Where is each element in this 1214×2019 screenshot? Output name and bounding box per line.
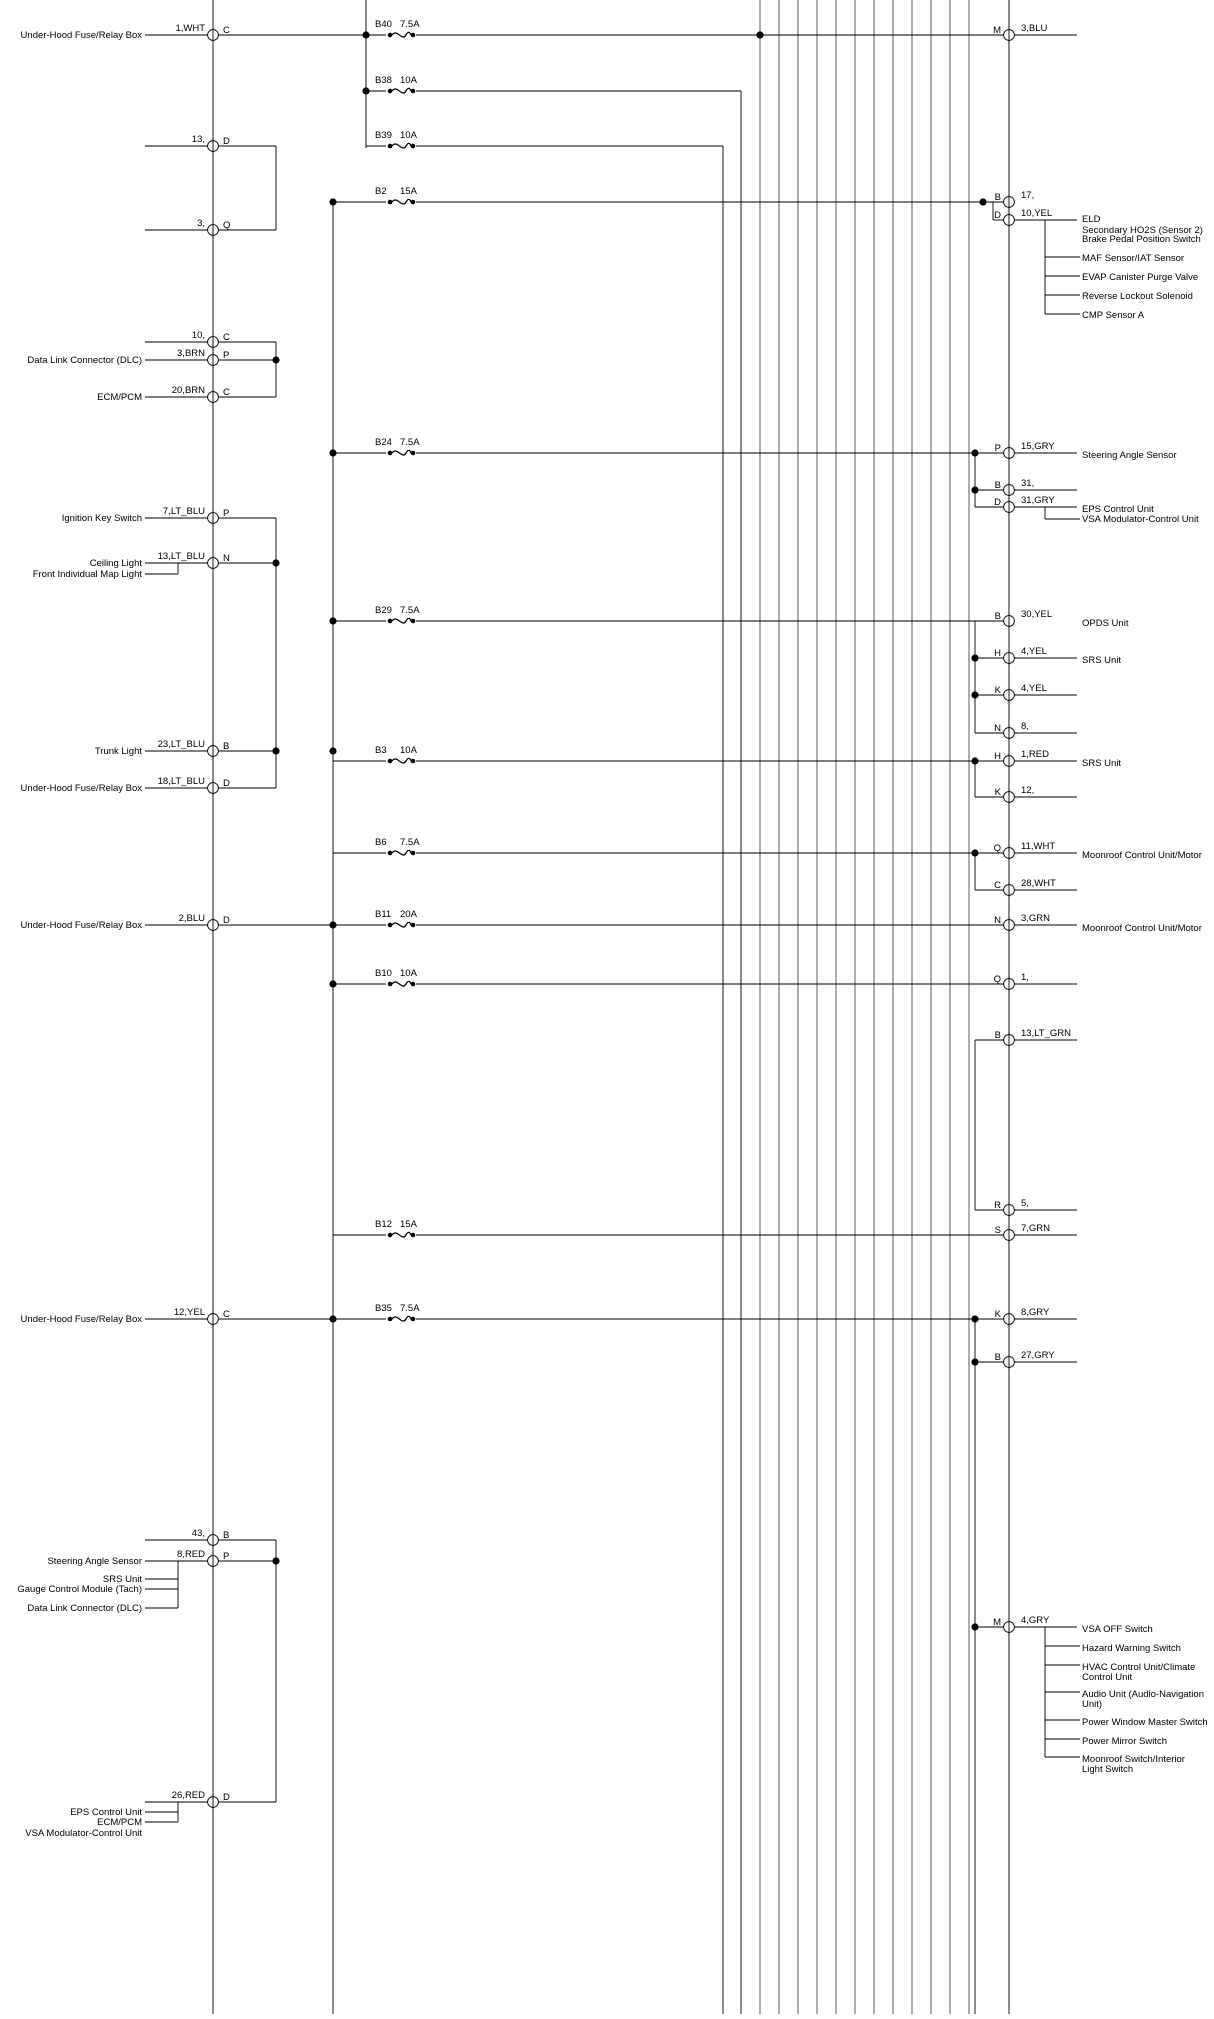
connector-pin-label: D	[994, 497, 1001, 508]
component-label-right: SRS Unit	[1082, 758, 1122, 769]
connector-pin-label: B	[994, 480, 1001, 491]
connector-symbol	[1004, 753, 1015, 769]
wire-code-label: 17,	[1021, 190, 1035, 201]
component-label-right: Moonroof Control Unit/Motor	[1082, 850, 1202, 861]
connector-pin-label: D	[223, 915, 230, 926]
connector-symbol	[1004, 445, 1015, 461]
connector-pin-label: B	[994, 1030, 1001, 1041]
connector-pin-label: C	[223, 387, 230, 398]
connector-pin-label: H	[994, 751, 1001, 762]
junction-dot	[329, 449, 336, 456]
wire-code-label: 2,BLU	[178, 913, 205, 924]
connector-pin-label: Q	[993, 843, 1001, 854]
fuse-id-label: B35	[375, 1303, 392, 1314]
fuse-B29	[375, 605, 420, 626]
junction-dot	[971, 691, 978, 698]
junction-dot	[971, 654, 978, 661]
junction-dot	[329, 1315, 336, 1322]
junction-dot	[971, 849, 978, 856]
connector-pin-label: D	[223, 1792, 230, 1803]
component-label-left: ECM/PCM	[97, 392, 142, 403]
connector-symbol	[208, 1553, 219, 1569]
fuse-id-label: B12	[375, 1219, 392, 1230]
junction-dot	[329, 921, 336, 928]
connector-pin-label: N	[994, 915, 1001, 926]
connector-pin-label: P	[223, 508, 230, 519]
component-label-right: Unit)	[1082, 1699, 1103, 1710]
fuse-rating-label: 15A	[400, 1219, 417, 1230]
component-label-right: EVAP Canister Purge Valve	[1082, 272, 1199, 283]
component-label-right: Brake Pedal Position Switch	[1082, 234, 1201, 245]
fuse-rating-label: 10A	[400, 745, 417, 756]
junction-dot	[979, 198, 986, 205]
connector-symbol	[1004, 650, 1015, 666]
connector-pin-label: B	[223, 741, 230, 752]
fuse-B12	[375, 1219, 418, 1240]
junction-dot	[329, 198, 336, 205]
component-label-left: Trunk Light	[94, 746, 142, 757]
component-label-right: SRS Unit	[1082, 655, 1122, 666]
connector-symbol	[208, 334, 219, 350]
component-label-right: Secondary HO2S (Sensor 2)	[1082, 225, 1203, 236]
connector-pin-label: Q	[223, 220, 231, 231]
wire-code-label: 31,GRY	[1021, 495, 1055, 506]
component-label-right: Moonroof Control Unit/Motor	[1082, 923, 1202, 934]
wire-code-label: 3,BLU	[1021, 23, 1048, 34]
component-label-right: EPS Control Unit	[1082, 504, 1154, 515]
connector-symbol	[208, 780, 219, 796]
connector-pin-label: M	[993, 1617, 1001, 1628]
component-label-right: Control Unit	[1082, 1672, 1133, 1683]
connector-pin-label: H	[994, 648, 1001, 659]
fuse-rating-label: 7.5A	[400, 605, 420, 616]
connector-symbol	[208, 27, 219, 43]
wire-code-label: 8,	[1021, 721, 1029, 732]
fuse-id-label: B3	[375, 745, 387, 756]
connector-pin-label: Q	[993, 974, 1001, 985]
junction-dot	[272, 559, 279, 566]
connector-pin-label: N	[994, 723, 1001, 734]
junction-dots	[272, 31, 986, 1630]
fuse-symbols	[375, 19, 420, 1324]
junction-dot	[272, 747, 279, 754]
wire-code-label: 31,	[1021, 478, 1035, 489]
fuse-B6	[375, 837, 420, 858]
connector-pin-label: P	[223, 1551, 230, 1562]
connector-symbol	[208, 222, 219, 238]
connector-pin-label: D	[223, 778, 230, 789]
connector-symbol	[208, 138, 219, 154]
wire-code-label: 18,LT_BLU	[157, 776, 205, 787]
wire-code-label: 13,	[191, 134, 205, 145]
component-label-left: ECM/PCM	[97, 1817, 142, 1828]
wire-code-label: 43,	[191, 1528, 205, 1539]
component-label-left: Ignition Key Switch	[61, 513, 142, 524]
wire-code-label: 3,BRN	[177, 348, 205, 359]
connector-symbol	[1004, 789, 1015, 805]
connector-symbol	[1004, 725, 1015, 741]
wire-code-label: 4,YEL	[1021, 646, 1047, 657]
connector-pin-label: D	[223, 136, 230, 147]
junction-dot	[329, 617, 336, 624]
fuse-B35	[375, 1303, 420, 1324]
connector-symbol	[1004, 1202, 1015, 1218]
fuse-rating-label: 10A	[400, 968, 417, 979]
connector-symbol	[208, 352, 219, 368]
wire-code-label: 7,GRN	[1021, 1223, 1051, 1234]
wire-code-label: 10,	[191, 330, 205, 341]
fuse-id-label: B6	[375, 837, 387, 848]
connector-symbol	[1004, 1619, 1015, 1635]
fuse-rating-label: 10A	[400, 130, 417, 141]
connector-pin-label: K	[994, 685, 1001, 696]
component-label-right: Power Window Master Switch	[1082, 1717, 1208, 1728]
wire-code-label: 12,YEL	[173, 1307, 205, 1318]
connector-symbol	[208, 743, 219, 759]
component-label-left: Ceiling Light	[89, 558, 142, 569]
connector-symbol	[1004, 976, 1015, 992]
connector-symbol	[1004, 212, 1015, 228]
fuse-B40	[375, 19, 420, 40]
junction-dot	[329, 747, 336, 754]
connector-pin-label: M	[993, 25, 1001, 36]
fuse-B3	[375, 745, 418, 766]
connector-symbol	[208, 510, 219, 526]
fuse-rating-label: 10A	[400, 75, 417, 86]
connector-symbol	[1004, 27, 1015, 43]
connector-pin-label: S	[994, 1225, 1001, 1236]
component-label-left: Data Link Connector (DLC)	[27, 355, 142, 366]
junction-dot	[329, 980, 336, 987]
wire-code-label: 23,LT_BLU	[157, 739, 205, 750]
component-label-right: Power Mirror Switch	[1082, 1736, 1167, 1747]
wire-code-label: 13,LT_BLU	[157, 551, 205, 562]
fuse-id-label: B24	[375, 437, 392, 448]
junction-dot	[272, 1557, 279, 1564]
connector-symbol	[1004, 499, 1015, 515]
wire-code-label: 1,RED	[1021, 749, 1049, 760]
component-label-left: Data Link Connector (DLC)	[27, 1603, 142, 1614]
wire-code-label: 27,GRY	[1021, 1350, 1055, 1361]
fuse-rating-label: 7.5A	[400, 837, 420, 848]
connector-pin-label: P	[994, 443, 1001, 454]
connector-pin-label: B	[994, 1352, 1001, 1363]
wire-code-label: 1,	[1021, 972, 1029, 983]
connector-symbol	[208, 1532, 219, 1548]
component-label-right: Reverse Lockout Solenoid	[1082, 291, 1193, 302]
connector-symbol	[1004, 1311, 1015, 1327]
connector-symbol	[208, 1794, 219, 1810]
connector-pin-label: C	[994, 880, 1001, 891]
wire-code-label: 4,YEL	[1021, 683, 1047, 694]
component-label-left: Under-Hood Fuse/Relay Box	[20, 783, 142, 794]
fuse-B2	[375, 186, 418, 207]
component-label-right: CMP Sensor A	[1082, 310, 1145, 321]
fuse-feed-lines	[145, 35, 1077, 1319]
component-label-right: ELD	[1082, 214, 1101, 225]
junction-dot	[362, 31, 369, 38]
connector-pin-label: P	[223, 350, 230, 361]
component-label-right: Hazard Warning Switch	[1082, 1643, 1181, 1654]
junction-dot	[971, 1315, 978, 1322]
wire-code-label: 3,GRN	[1021, 913, 1051, 924]
wire-code-label: 15,GRY	[1021, 441, 1055, 452]
junction-dot	[971, 449, 978, 456]
fuse-B11	[375, 909, 418, 930]
fuse-id-label: B40	[375, 19, 392, 30]
connector-pin-label: N	[223, 553, 230, 564]
component-label-right: Light Switch	[1082, 1764, 1134, 1775]
wire-labels	[158, 23, 1071, 1803]
wire-code-label: 28,WHT	[1021, 878, 1056, 889]
wire-code-label: 11,WHT	[1021, 841, 1056, 852]
connector-pin-label: C	[223, 332, 230, 343]
component-label-right: OPDS Unit	[1082, 618, 1129, 629]
fuse-rating-label: 20A	[400, 909, 417, 920]
junction-dot	[971, 1623, 978, 1630]
vertical-bus-lines	[213, 0, 1009, 2014]
connector-pin-label: C	[223, 1309, 230, 1320]
wire-code-label: 8,RED	[177, 1549, 205, 1560]
wire-code-label: 26,RED	[171, 1790, 205, 1801]
connector-symbol	[208, 1311, 219, 1327]
connector-symbol	[1004, 687, 1015, 703]
connector-pin-label: K	[994, 1309, 1001, 1320]
component-label-right: VSA Modulator-Control Unit	[1082, 514, 1199, 525]
wire-code-label: 12,	[1021, 785, 1035, 796]
connector-symbol	[1004, 882, 1015, 898]
fuse-id-label: B10	[375, 968, 392, 979]
wire-code-label: 30,YEL	[1021, 609, 1053, 620]
junction-dot	[362, 87, 369, 94]
connector-symbol	[1004, 845, 1015, 861]
component-label-left: SRS Unit	[102, 1574, 142, 1585]
component-label-left: Under-Hood Fuse/Relay Box	[20, 30, 142, 41]
component-label-right: MAF Sensor/IAT Sensor	[1082, 253, 1185, 264]
fuse-id-label: B29	[375, 605, 392, 616]
wire-code-label: 20,BRN	[171, 385, 205, 396]
wire-code-label: 1,WHT	[175, 23, 205, 34]
fuse-rating-label: 7.5A	[400, 1303, 420, 1314]
fuse-id-label: B11	[375, 909, 392, 920]
connector-pin-label: D	[994, 210, 1001, 221]
fuse-id-label: B2	[375, 186, 387, 197]
wire-code-label: 8,GRY	[1021, 1307, 1050, 1318]
junction-dot	[971, 1358, 978, 1365]
fuse-B10	[375, 968, 418, 989]
component-label-left: Steering Angle Sensor	[47, 1556, 142, 1567]
component-labels	[17, 30, 1207, 1839]
wire-code-label: 5,	[1021, 1198, 1029, 1209]
connector-symbol	[208, 917, 219, 933]
fuse-B24	[375, 437, 420, 458]
component-label-left: EPS Control Unit	[70, 1807, 142, 1818]
fuse-id-label: B38	[375, 75, 392, 86]
fuse-rating-label: 15A	[400, 186, 417, 197]
connector-pin-label: B	[994, 611, 1001, 622]
component-label-left: Under-Hood Fuse/Relay Box	[20, 1314, 142, 1325]
component-label-right: HVAC Control Unit/Climate	[1082, 1662, 1196, 1673]
wire-code-label: 3,	[197, 218, 205, 229]
junction-dot	[971, 486, 978, 493]
right-side-wiring	[975, 202, 1080, 2014]
fuse-B39	[375, 130, 418, 151]
wire-code-label: 13,LT_GRN	[1021, 1028, 1071, 1039]
connector-symbol	[1004, 1227, 1015, 1243]
component-label-right: Steering Angle Sensor	[1082, 450, 1177, 461]
connector-symbol	[1004, 917, 1015, 933]
component-label-left: Front Individual Map Light	[32, 569, 142, 580]
connector-pin-label: R	[994, 1200, 1001, 1211]
wire-code-label: 10,YEL	[1021, 208, 1053, 219]
connector-symbol	[208, 389, 219, 405]
component-label-left: Under-Hood Fuse/Relay Box	[20, 920, 142, 931]
junction-dot	[756, 31, 763, 38]
connector-pin-label: C	[223, 25, 230, 36]
component-label-left: VSA Modulator-Control Unit	[25, 1828, 142, 1839]
fuse-rating-label: 7.5A	[400, 437, 420, 448]
connector-pin-label: K	[994, 787, 1001, 798]
fuse-id-label: B39	[375, 130, 392, 141]
fuse-B38	[375, 75, 418, 96]
component-label-left: Gauge Control Module (Tach)	[17, 1584, 142, 1595]
component-label-right: Audio Unit (Audio-Navigation	[1082, 1689, 1204, 1700]
connector-symbol	[1004, 482, 1015, 498]
connector-symbol	[1004, 194, 1015, 210]
component-label-right: VSA OFF Switch	[1082, 1624, 1153, 1635]
connector-symbol	[1004, 1032, 1015, 1048]
connector-symbol	[208, 555, 219, 571]
wire-code-label: 4,GRY	[1021, 1615, 1050, 1626]
fuse-rating-label: 7.5A	[400, 19, 420, 30]
connector-pin-label: B	[223, 1530, 230, 1541]
junction-dot	[971, 757, 978, 764]
junction-dot	[272, 356, 279, 363]
component-label-right: Moonroof Switch/Interior	[1082, 1754, 1185, 1765]
connector-pin-label: B	[994, 192, 1001, 203]
connector-symbol	[1004, 613, 1015, 629]
connector-symbol	[1004, 1354, 1015, 1370]
wire-code-label: 7,LT_BLU	[162, 506, 205, 517]
